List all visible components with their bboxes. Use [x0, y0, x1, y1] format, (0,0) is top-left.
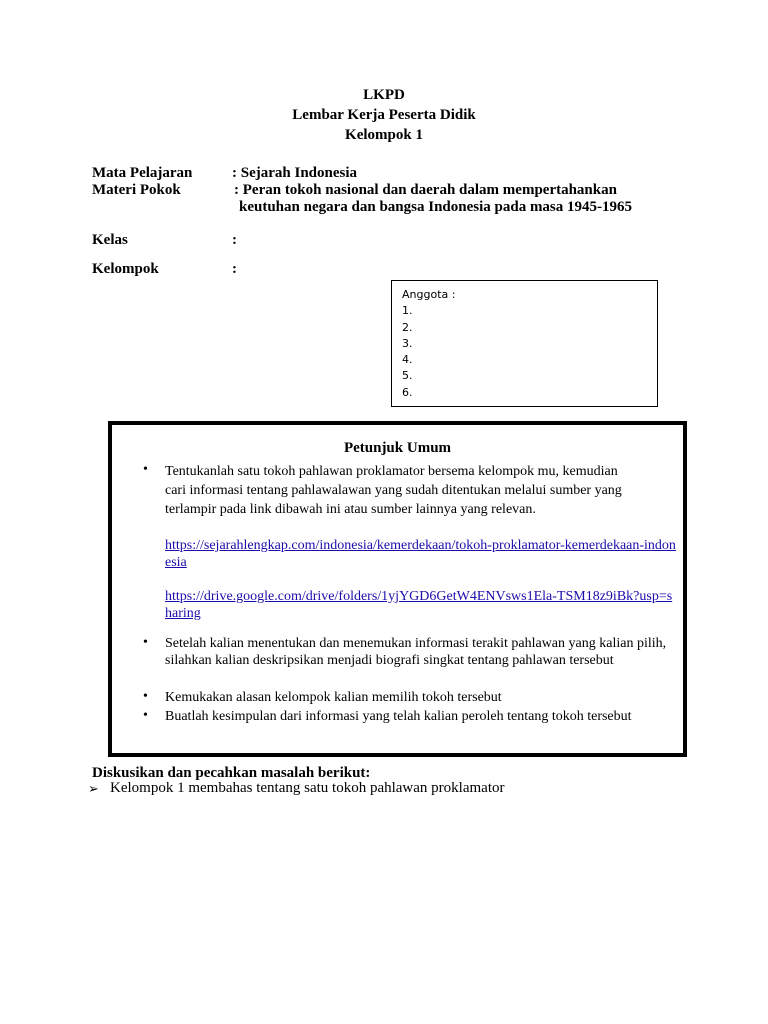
member-slot-2: 2. — [402, 320, 413, 334]
source-link-1[interactable]: https://sejarahlengkap.com/indonesia/kemerdekaan/tokoh-proklamator-kemerdekaan-indonesia — [165, 538, 676, 570]
instruction-item-1-line-1: Tentukanlah satu tokoh pahlawan proklamator bersema kelompok mu, kemudian — [165, 464, 618, 479]
member-slot-5: 5. — [402, 369, 413, 383]
discussion-heading: Diskusikan dan pecahkan masalah berikut: — [92, 765, 371, 781]
instruction-item-4: Buatlah kesimpulan dari informasi yang telah kalian peroleh tentang tokoh tersebut — [165, 709, 632, 724]
arrow-bullet-icon: ➢ — [88, 781, 99, 796]
doc-title: LKPD — [363, 87, 405, 103]
class-colon: : — [232, 232, 237, 248]
member-slot-1: 1. — [402, 304, 413, 318]
topic-value-line2: keutuhan negara dan bangsa Indonesia pada masa 1945-1965 — [239, 199, 633, 215]
class-label: Kelas — [92, 232, 128, 248]
topic-label: Materi Pokok — [92, 182, 181, 198]
bullet-icon: • — [143, 708, 148, 723]
subject-value: : Sejarah Indonesia — [232, 165, 358, 181]
doc-subtitle: Lembar Kerja Peserta Didik — [292, 107, 476, 123]
member-slot-3: 3. — [402, 336, 413, 350]
discussion-item-1: Kelompok 1 membahas tentang satu tokoh pahlawan proklamator — [110, 780, 505, 796]
members-heading: Anggota : — [402, 288, 456, 301]
member-slot-6: 6. — [402, 385, 413, 399]
members-box — [391, 280, 658, 407]
member-slot-4: 4. — [402, 353, 413, 367]
group-label: Kelompok — [92, 261, 159, 277]
bullet-icon: • — [143, 635, 148, 650]
instructions-box — [108, 421, 687, 757]
bullet-icon: • — [143, 689, 148, 704]
bullet-icon: • — [143, 462, 148, 477]
instruction-item-2: Setelah kalian menentukan dan menemukan informasi terakit pahlawan yang kalian pilih, silahkan kalian deskripsikan menjadi biografi singkat tentang pahlawan tersebut — [165, 636, 667, 668]
instruction-item-1 — [165, 462, 677, 519]
topic-value-line1: : Peran tokoh nasional dan daerah dalam mempertahankan — [234, 182, 617, 198]
doc-group-title: Kelompok 1 — [345, 127, 423, 143]
instruction-item-1-line-2: cari informasi tentang pahlawalawan yang sudah ditentukan melalui sumber yang — [165, 483, 622, 498]
instructions-title: Petunjuk Umum — [343, 440, 452, 456]
subject-label: Mata Pelajaran — [92, 165, 193, 181]
instruction-item-3: Kemukakan alasan kelompok kalian memilih tokoh tersebut — [165, 690, 502, 705]
source-link-2[interactable]: https://drive.google.com/drive/folders/1yjYGD6GetW4ENVsws1Ela-TSM18z9iBk?usp=sharing — [165, 589, 673, 621]
group-colon: : — [232, 261, 237, 277]
instruction-item-1-line-3: terlampir pada link dibawah ini atau sumber lainnya yang relevan. — [165, 502, 536, 517]
